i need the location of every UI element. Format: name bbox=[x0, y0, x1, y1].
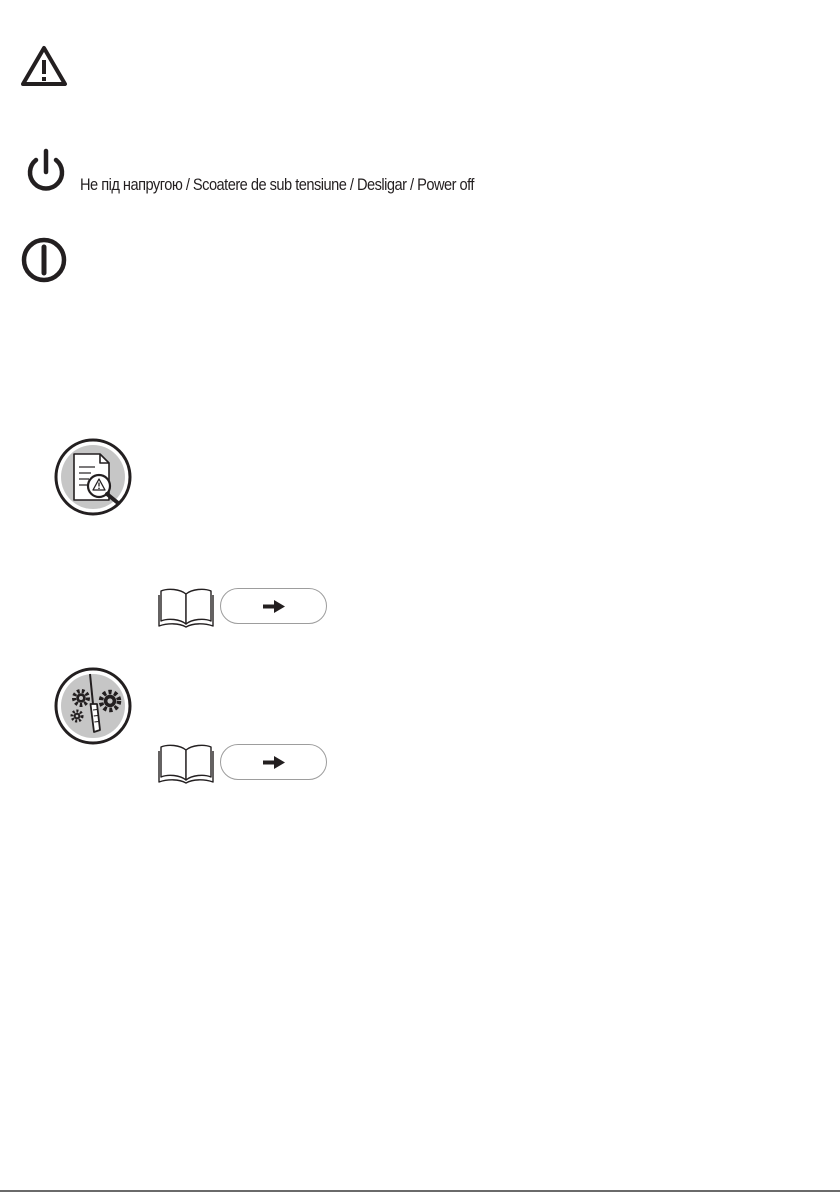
arrow-right-icon bbox=[263, 756, 285, 769]
open-book-icon bbox=[158, 586, 214, 628]
power-off-label: Не під напругою / Scoatere de sub tensiune / Desligar / Power off bbox=[80, 175, 474, 194]
arrow-right-icon bbox=[263, 600, 285, 613]
power-on-icon bbox=[20, 236, 68, 284]
warning-triangle-icon bbox=[20, 44, 68, 88]
open-book-icon bbox=[158, 742, 214, 784]
document-inspect-icon bbox=[53, 437, 133, 517]
tools-gears-icon bbox=[53, 666, 133, 746]
reference-pill-2 bbox=[220, 744, 327, 780]
reference-pill-1 bbox=[220, 588, 327, 624]
power-off-icon bbox=[22, 148, 70, 196]
